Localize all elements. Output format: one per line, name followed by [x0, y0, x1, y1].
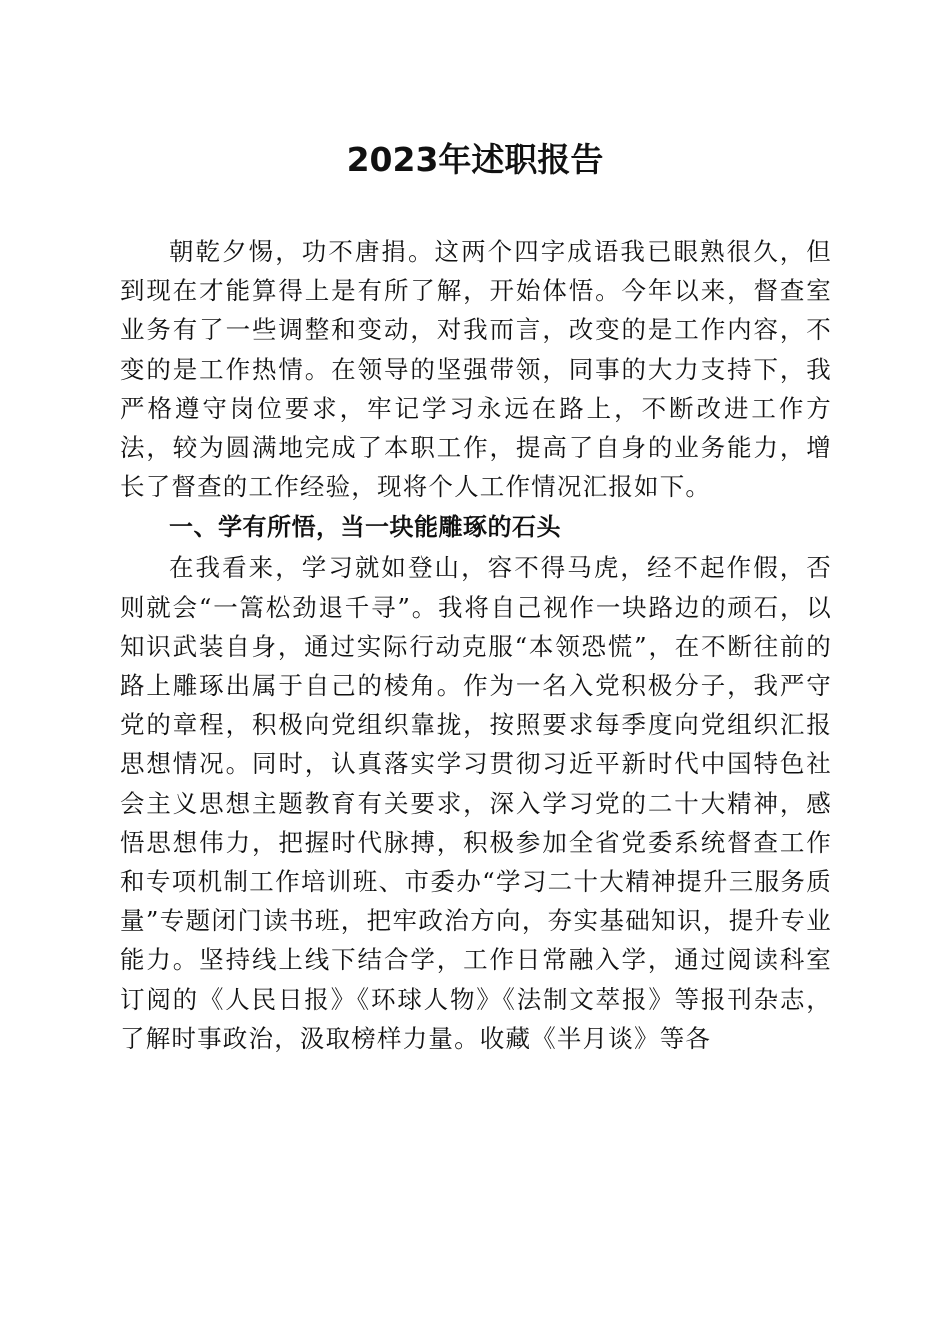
- intro-paragraph: 朝乾夕惕，功不唐捐。这两个四字成语我已眼熟很久，但到现在才能算得上是有所了解，开始体悟。今年以来，督查室业务有了一些调整和变动，对我而言，改变的是工作内容，不变的是工作热情。在领导的坚强带领，同事的大力支持下，我严格遵守岗位要求，牢记学习永远在路上，不断改进工作方法，较为圆满地完成了本职工作，提高了自身的业务能力，增长了督查的工作经验，现将个人工作情况汇报如下。: [120, 237, 832, 502]
- document-title: 2023年述职报告: [346, 140, 604, 179]
- section-1-heading: 一、学有所悟，当一块能雕琢的石头: [169, 513, 561, 542]
- document-body: [120, 232, 832, 1058]
- section-1-paragraph: 在我看来，学习就如登山，容不得马虎，经不起作假，否则就会“一篙松劲退千寻”。我将自己视作一块路边的顽石，以知识武装自身，通过实际行动克服“本领恐慌”，在不断往前的路上雕琢出属于自己的棱角。作为一名入党积极分子，我严守党的章程，积极向党组织靠拢，按照要求每季度向党组织汇报思想情况。同时，认真落实学习贯彻习近平新时代中国特色社会主义思想主题教育有关要求，深入学习党的二十大精神，感悟思想伟力，把握时代脉搏，积极参加全省党委系统督查工作和专项机制工作培训班、市委办“学习二十大精神提升三服务质量”专题闭门读书班，把牢政治方向，夯实基础知识，提升专业能力。坚持线上线下结合学，工作日常融入学，通过阅读科室订阅的《人民日报》《环球人物》《法制文萃报》等报刊杂志，了解时事政治，汲取榜样力量。收藏《半月谈》等各: [120, 553, 832, 1053]
